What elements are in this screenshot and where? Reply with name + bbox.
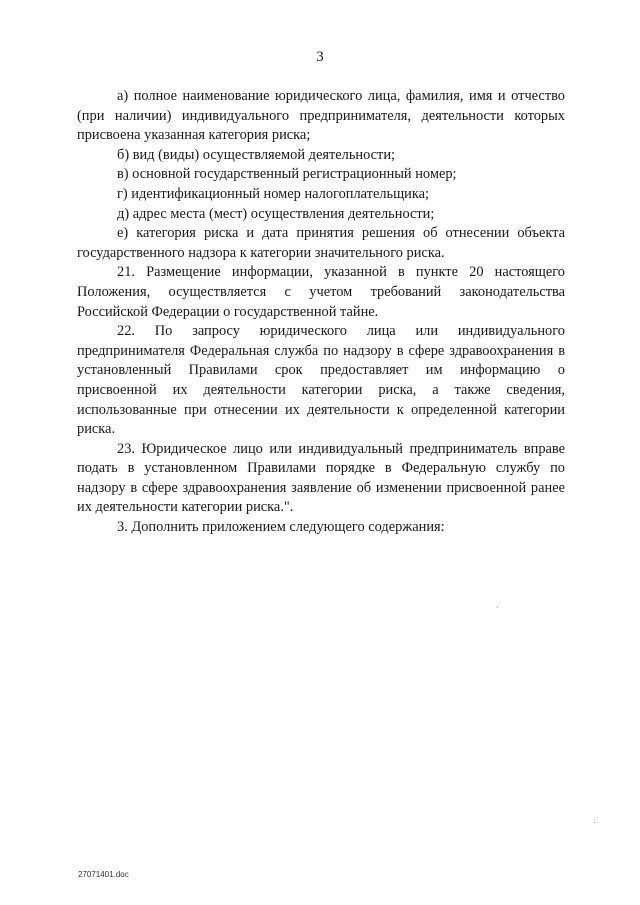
scan-speck [497, 607, 498, 608]
paragraph-22: 22. По запросу юридического лица или индивидуального предпринимателя Федеральная служба по надзору в сфере здравоохранения в установленный Правилами срок предоставляет им информацию о присвоенной их деятельности категории риска, а также сведения, использованные при отнесении их деятельности к определенной категории риска. [77, 323, 565, 438]
paragraph-23: 23. Юридическое лицо или индивидуальный предприниматель вправе подать в установленном Правилами порядке в Федеральную службу по надзору в сфере здравоохранения заявление об изменении присвоенной ранее их деятельности категории риска.". [77, 440, 565, 516]
paragraph-3: 3. Дополнить приложением следующего содержания: [117, 519, 445, 536]
paragraph-item-a: а) полное наименование юридического лица, фамилия, имя и отчество (при наличии) индивидуального предпринимателя, деятельности которых присвоена указанная категория риска; [77, 88, 565, 144]
scan-speck [594, 822, 595, 823]
footer-filename: 27071401.doc [78, 870, 129, 879]
page-number: 3 [316, 49, 324, 65]
paragraph-item-d: д) адрес места (мест) осуществления деятельности; [117, 205, 435, 222]
paragraph-item-e: е) категория риска и дата принятия решения об отнесении объекта государственного надзора к категории значительного риска. [77, 225, 565, 261]
document-body [77, 87, 565, 538]
paragraph-item-b: б) вид (виды) осуществляемой деятельности; [117, 146, 396, 163]
paragraph-item-v: в) основной государственный регистрационный номер; [117, 166, 457, 183]
paragraph-21: 21. Размещение информации, указанной в пункте 20 настоящего Положения, осуществляется с учетом требований законодательства Российской Федерации о государственной тайне. [77, 264, 565, 320]
paragraph-item-g: г) идентификационный номер налогоплательщика; [117, 185, 430, 202]
